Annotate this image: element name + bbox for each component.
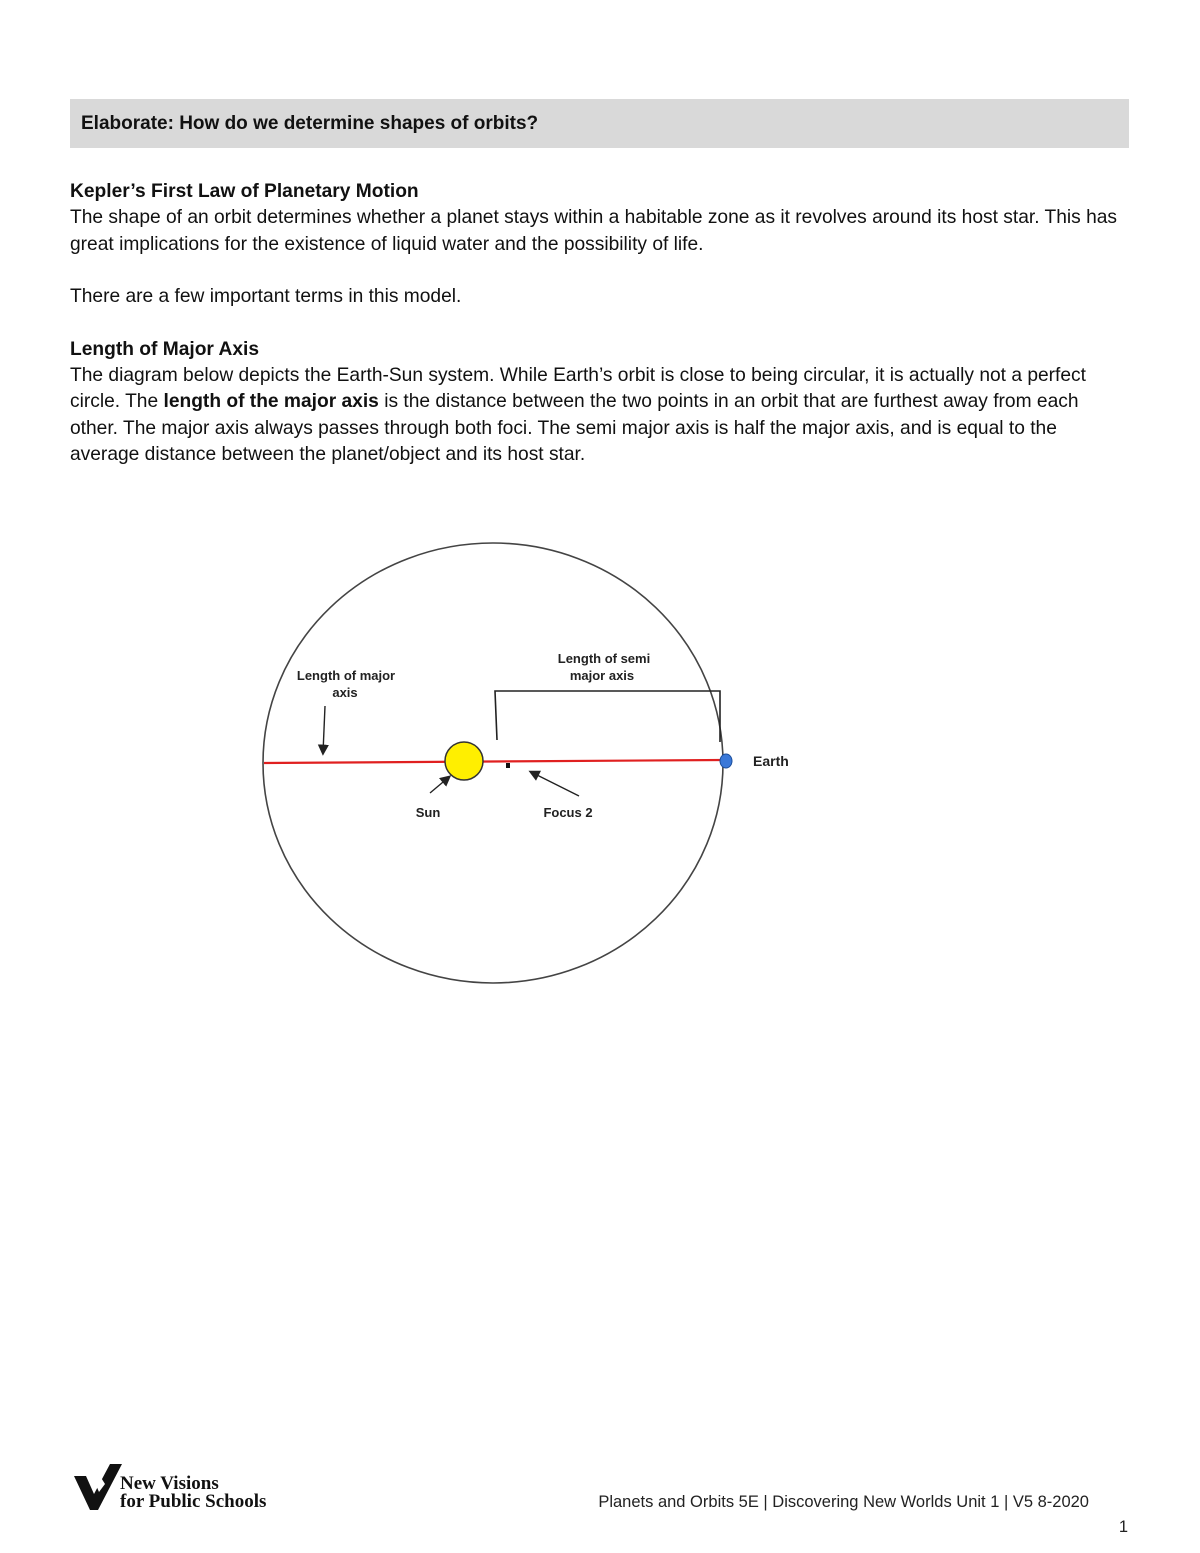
major-axis-text-before: The diagram below depicts the Earth-Sun system. While Earth’s orbit is close to being circular, it is actually not a perfect circle. The xyxy=(70,365,1086,413)
major-axis-bold-term: length of the major axis xyxy=(163,391,379,413)
new-visions-logo xyxy=(72,1462,302,1514)
major-axis-arrow xyxy=(323,706,325,753)
page-number: 1 xyxy=(1118,1518,1128,1536)
logo-line2: for Public Schools xyxy=(120,1491,267,1512)
focus-2-marker xyxy=(506,763,510,768)
terms-line: There are a few important terms in this model. xyxy=(70,286,462,308)
label-semi-major-line1: Length of semi xyxy=(557,651,651,666)
label-major-axis-line2: axis xyxy=(332,685,358,700)
section-title: Elaborate: How do we determine shapes of orbits? xyxy=(81,112,539,134)
major-axis-heading: Length of Major Axis xyxy=(70,338,260,360)
semi-major-axis-bracket xyxy=(495,691,720,742)
major-axis-line xyxy=(264,760,723,763)
label-focus-2: Focus 2 xyxy=(543,805,593,820)
earth-icon xyxy=(720,754,732,768)
label-sun: Sun xyxy=(415,805,441,820)
logo-line1: New Visions xyxy=(120,1473,219,1494)
major-axis-text-after: is the distance between the two points in an orbit that are furthest away from each other. The major axis always passes through both foci. The semi major axis is half the major axis, and is equal to the average distance between the planet/object and its host star. xyxy=(70,391,1079,465)
focus-arrow xyxy=(531,772,579,796)
sun-arrow xyxy=(430,777,449,793)
sun-icon xyxy=(445,742,483,780)
label-semi-major-line2: major axis xyxy=(569,668,635,683)
label-earth: Earth xyxy=(753,753,789,769)
kepler-heading: Kepler’s First Law of Planetary Motion xyxy=(70,181,419,202)
kepler-paragraph: The shape of an orbit determines whether a planet stays within a habitable zone as it revolves around its host star. This has great implications for the existence of liquid water and the possibility of life. xyxy=(70,207,1118,255)
footer-course-text: Planets and Orbits 5E | Discovering New Worlds Unit 1 | V5 8-2020 xyxy=(598,1493,1089,1511)
label-major-axis-line1: Length of major xyxy=(296,668,396,683)
